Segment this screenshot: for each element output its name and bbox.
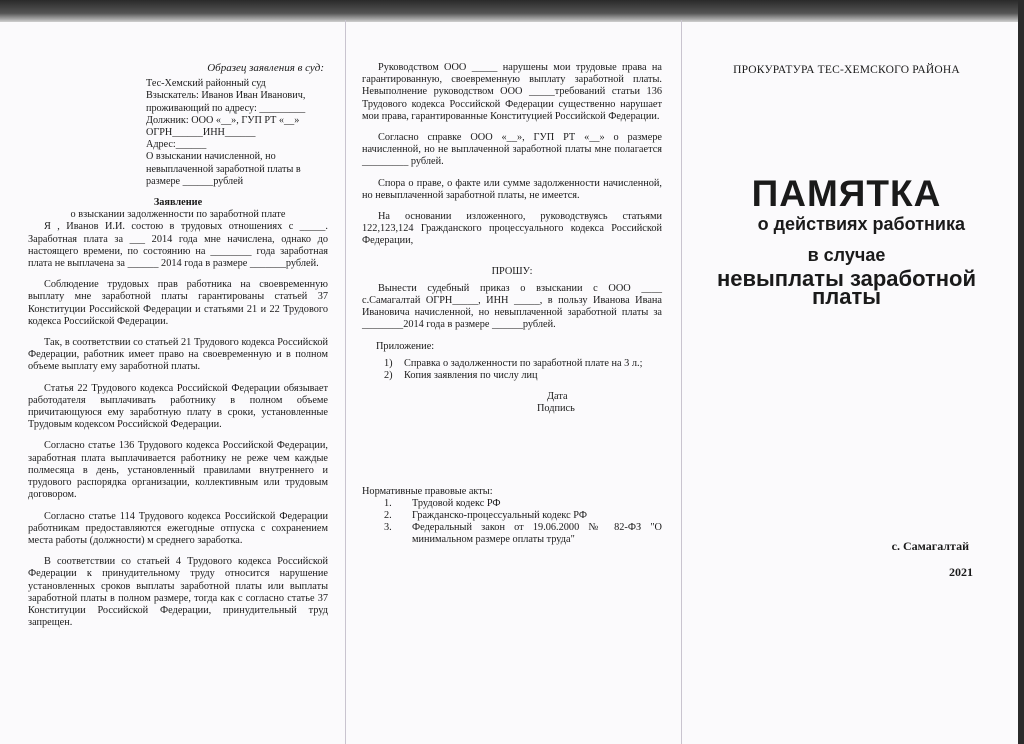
place-name: с. Самагалтай [891, 539, 969, 554]
year: 2021 [949, 565, 973, 580]
list-item-number: 2. [384, 510, 392, 522]
sample-application-column [28, 62, 328, 629]
addressee-line: ОГРН______ИНН______ [146, 127, 256, 139]
scan-right-edge [1018, 0, 1024, 744]
paragraph: Статья 22 Трудового кодекса Российской Федерации обязывает работодателя выплачивать работнику в полном объеме причитающуюся ему заработную плату в сроки, установленные Трудовым кодексом Российской Федерации. [28, 382, 328, 431]
list-item [384, 498, 662, 510]
statement-subtitle: о взыскании задолженности по заработной плате [70, 209, 286, 221]
list-item-text: Справка о задолженности по заработной плате на 3 л.; [404, 357, 643, 369]
signature-label: Подпись [537, 403, 575, 415]
legal-acts-list [362, 498, 662, 547]
addressee-line: размере ______рублей [146, 175, 244, 187]
legal-acts-title: Нормативные правовые акты: [362, 485, 493, 497]
paragraph: В соответствии со статьей 4 Трудового кодекса Российской Федерации к принудительному труду относится нарушение установленных сроков выплаты заработной платы или выплаты заработной платы в полном размере, тогда как с согласно статье 37 Конституции Российской Федерации, принудительный труд запрещен. [28, 556, 328, 629]
attachment-list [362, 358, 662, 382]
cover-column [694, 62, 999, 579]
paragraph: Руководством ООО _____ нарушены мои трудовые права на гарантированную, своевременную выплату заработной платы. Невыполнение руководством ООО _____требований статьи 136 Трудового кодекса Российской Федерации существенно нарушает мои права, гарантированные Конституцией Российской Федерации. [362, 62, 662, 122]
request-title: ПРОШУ: [491, 265, 533, 277]
list-item-text: Трудовой кодекс РФ [412, 497, 501, 509]
statement-title: Заявление [153, 197, 203, 209]
attachment-title: Приложение: [376, 340, 435, 352]
list-item-text: Федеральный закон от 19.06.2000 № 82-ФЗ "О минимальном размере оплаты труда" [412, 522, 662, 546]
list-item-number: 3. [384, 522, 392, 534]
paragraph: Согласно статье 114 Трудового кодекса Российской Федерации работникам предоставляются ежегодные отпуска с сохранением места работы (должности) м среднего заработка. [28, 510, 328, 546]
list-item [384, 370, 662, 382]
request-text: Вынести судебный приказ о взыскании с ООО ____ с.Самагалтай ОГРН_____, ИНН _____, в пользу Иванова Ивана Ивановича начисленной, но невыплаченной заработной платы за ________2014 года в размере ______рублей. [362, 282, 662, 331]
sample-title: Образец заявления в суд: [207, 62, 324, 74]
addressee-line: Адрес:______ [146, 139, 207, 151]
list-item-number: 2) [384, 370, 393, 382]
addressee-line: Должник: ООО «__», ГУП РТ «__» [146, 114, 300, 126]
subtitle: невыплаты заработной [716, 265, 977, 291]
list-item [384, 522, 662, 546]
list-item-text: Гражданско-процессуальный кодекс РФ [412, 510, 587, 522]
prosecutor-office-header: ПРОКУРАТУРА ТЕС-ХЕМСКОГО РАЙОНА [733, 64, 960, 76]
paragraph: Согласно статье 136 Трудового кодекса Российской Федерации, заработная плата выплачивается работнику не реже чем каждые полмесяца в день, установленный правилами внутреннего и трудового распорядка организации, коллективным или трудовым договором. [28, 440, 328, 501]
list-item [384, 510, 662, 522]
subtitle: в случае [807, 244, 886, 265]
paragraph: Согласно справке ООО «__», ГУП РТ «__» о размере начисленной, но не выплаченной заработной платы мне полагается _________ рублей. [362, 132, 662, 168]
addressee-line: невыплаченной заработной платы в [146, 163, 301, 175]
list-item [384, 358, 662, 370]
paragraph: Соблюдение трудовых прав работника на своевременную выплату мне заработной платы гарантированы статьей 37 Конституции Российской Федерации и статьями 21 и 22 Трудового кодекса Российской Федерации. [28, 279, 328, 327]
list-item-number: 1) [384, 357, 393, 369]
paragraph: Я , Иванов И.И. состою в трудовых отношениях с _____. Заработная плата за ___ 2014 года мне начислена, однако до настоящего времени, по состоянию на ________ года заработная плата не выплачена за ______ 2014 года в размере _______рублей. [28, 221, 328, 270]
paragraph: Так, в соответствии со статьей 21 Трудового кодекса Российской Федерации, работник имеет право на своевременную и в полном объеме выплату ему заработной платы. [28, 337, 328, 373]
addressee-line: Тес-Хемский районный суд [146, 78, 266, 90]
subtitle: платы [811, 284, 882, 310]
main-title: ПАМЯТКА [751, 173, 942, 215]
date-label: Дата [547, 391, 568, 403]
addressee-block [146, 78, 328, 188]
list-item-number: 1. [384, 497, 392, 509]
fold-line-left [345, 20, 346, 744]
fold-line-right [681, 20, 682, 744]
addressee-line: проживающий по адресу: _________ [146, 102, 306, 114]
paragraph: На основании изложенного, руководствуясь статьями 122,123,124 Гражданского процессуального кодекса Российской Федерации, [362, 211, 662, 247]
list-item-text: Копия заявления по числу лиц [404, 370, 538, 382]
subtitle: о действиях работника [757, 214, 965, 235]
addressee-line: О взыскании начисленной, но [146, 151, 276, 163]
application-continuation-column [362, 62, 662, 547]
addressee-line: Взыскатель: Иванов Иван Иванович, [146, 90, 306, 102]
scan-top-edge [0, 0, 1024, 22]
paragraph: Спора о праве, о факте или сумме задолженности начисленной, но невыплаченной заработной платы, не имеется. [362, 177, 662, 201]
